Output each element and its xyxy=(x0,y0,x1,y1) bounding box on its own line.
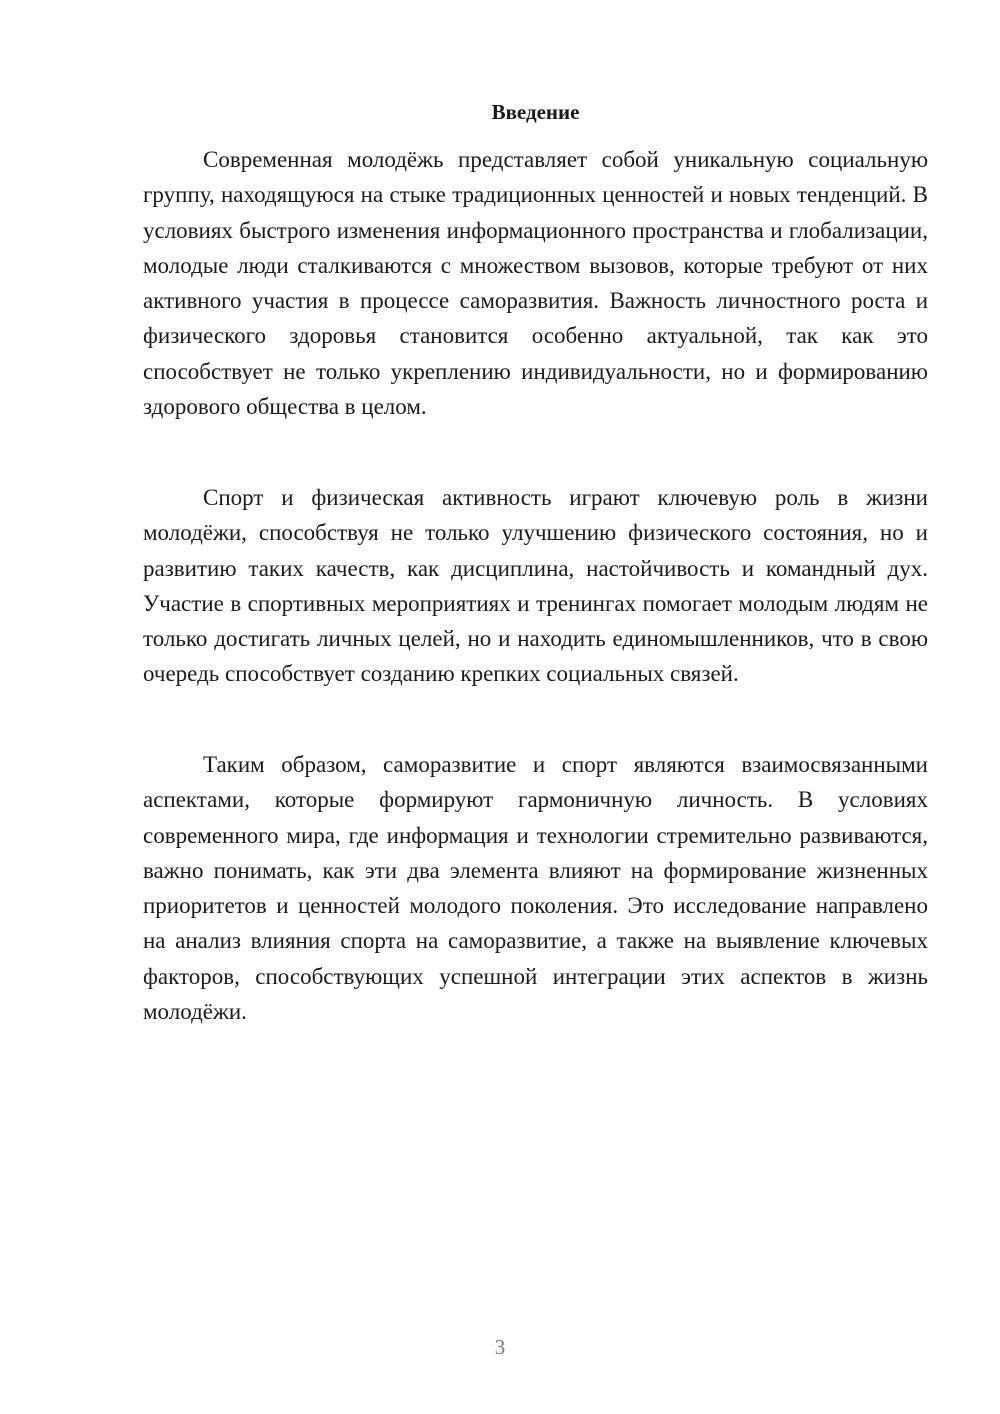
section-heading: Введение xyxy=(491,100,580,124)
page-number: 3 xyxy=(494,1335,506,1359)
paragraph-1: Современная молодёжь представляет собой уникальную социальную группу, находящуюся на стыке традиционных ценностей и новых тенденций. В условиях быстрого изменения информационного пространства и глобализации, молодые люди сталкиваются с множеством вызовов, которые требуют от них активного участия в процессе саморазвития. Важность личностного роста и физического здоровья становится особенно актуальной, так как это способствует не только укреплению индивидуальности, но и формированию здорового общества в целом. xyxy=(143,147,928,420)
paragraph-2: Спорт и физическая активность играют ключевую роль в жизни молодёжи, способствуя не только улучшению физического состояния, но и развитию таких качеств, как дисциплина, настойчивость и командный дух. Участие в спортивных мероприятиях и тренингах помогает молодым людям не только достигать личных целей, но и находить единомышленников, что в свою очередь способствует созданию крепких социальных связей. xyxy=(143,485,928,687)
paragraph-3: Таким образом, саморазвитие и спорт являются взаимосвязанными аспектами, которые формируют гармоничную личность. В условиях современного мира, где информация и технологии стремительно развиваются, важно понимать, как эти два элемента влияют на формирование жизненных приоритетов и ценностей молодого поколения. Это исследование направлено на анализ влияния спорта на саморазвитие, а также на выявление ключевых факторов, способствующих успешной интеграции этих аспектов в жизнь молодёжи. xyxy=(143,752,928,1025)
